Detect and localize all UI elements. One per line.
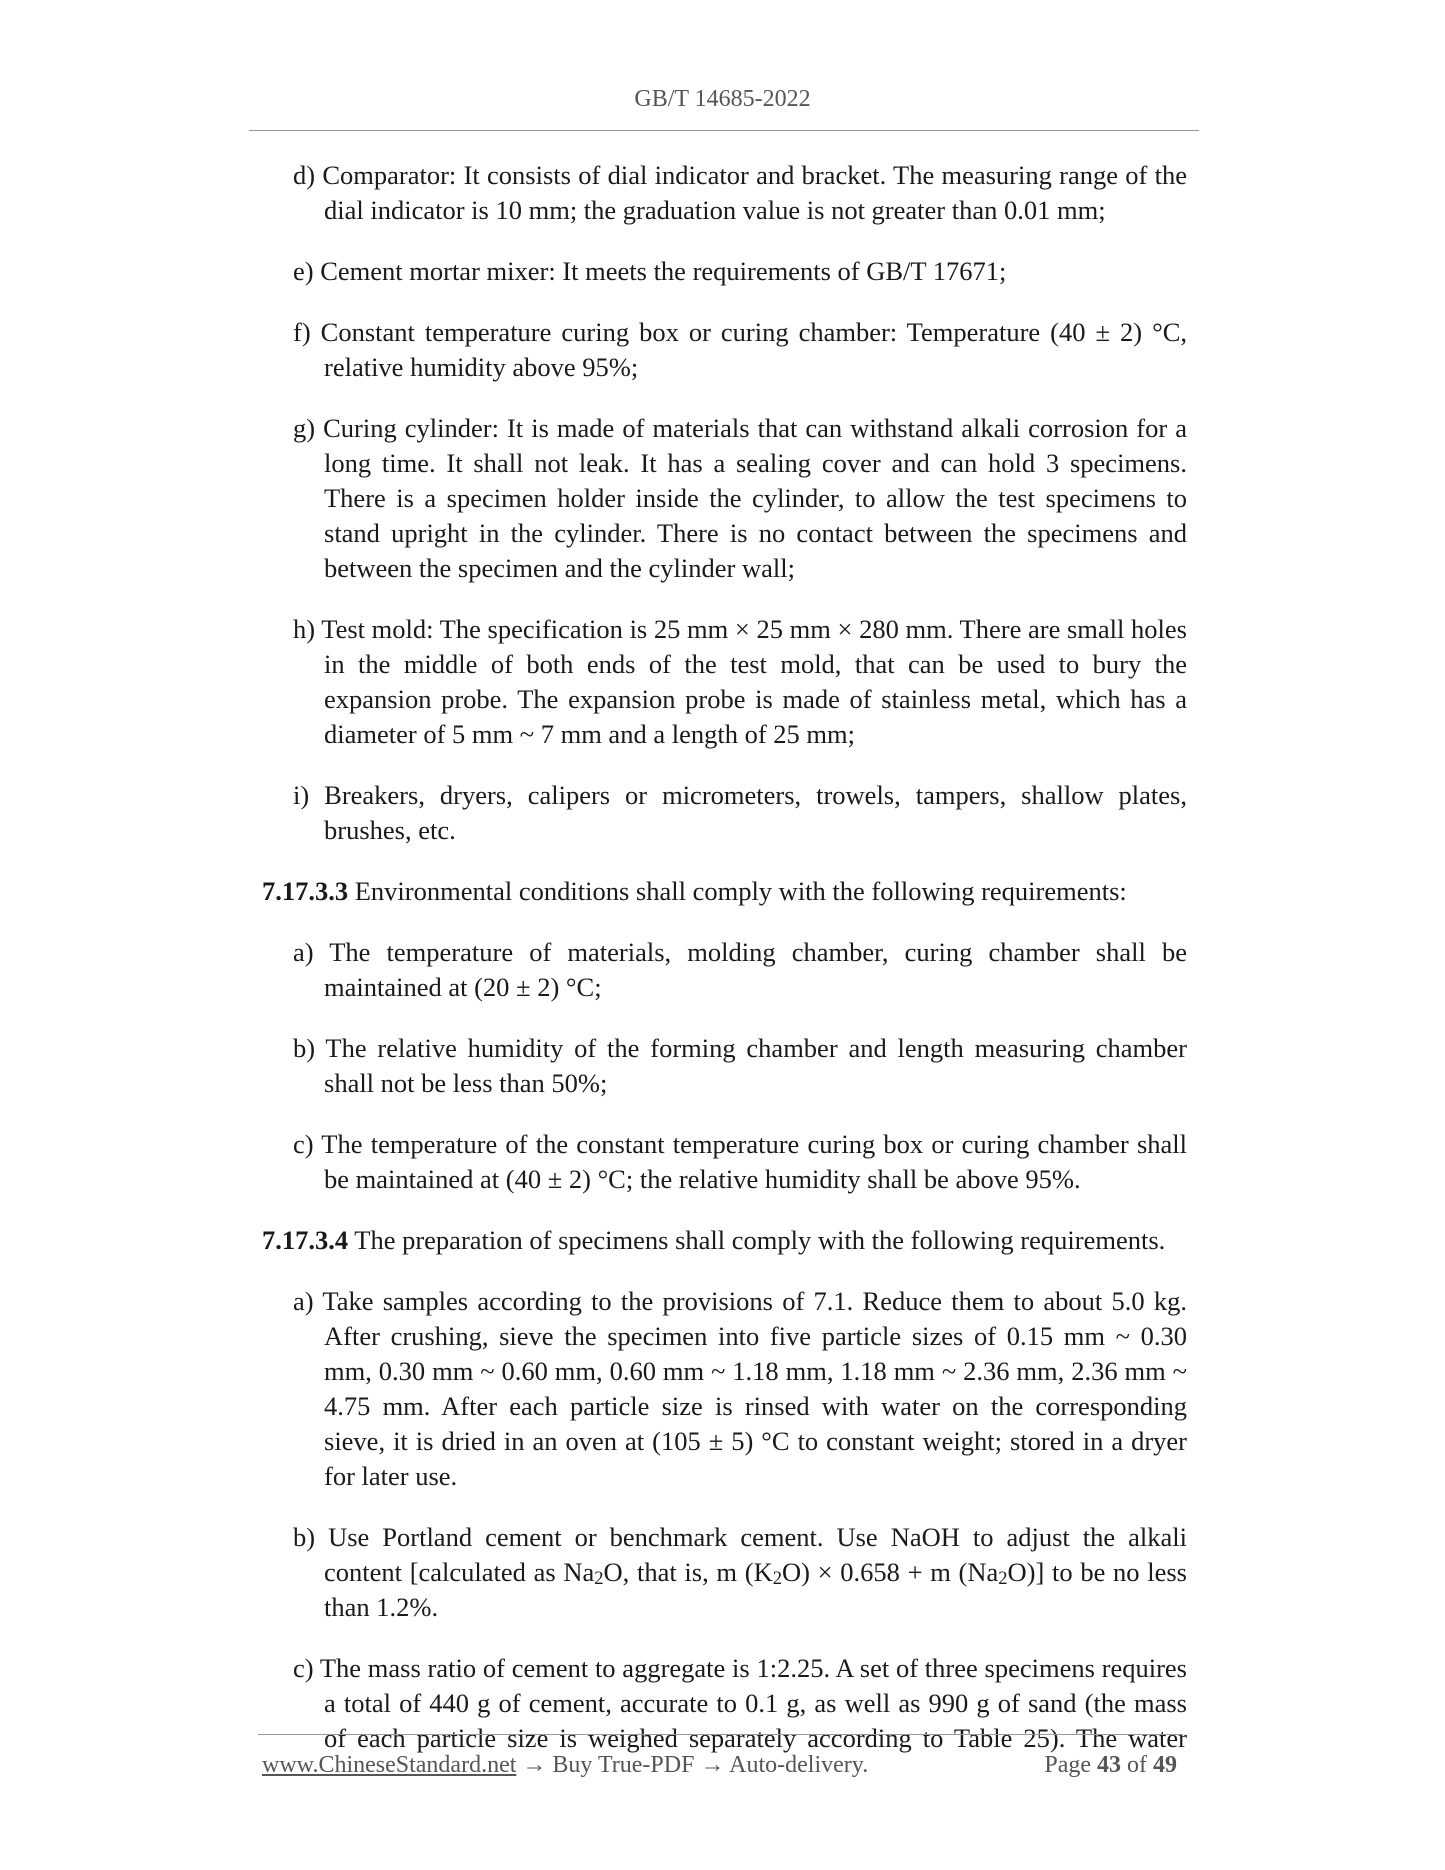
arrow-icon: → bbox=[694, 1752, 730, 1778]
list-item-f: f) Constant temperature curing box or curing chamber: Temperature (40 ± 2) °C, relative humidity above 95%; bbox=[293, 317, 1187, 382]
total-pages: 49 bbox=[1153, 1752, 1177, 1778]
website-link[interactable]: www.ChineseStandard.net bbox=[262, 1752, 517, 1778]
clause-7-17-3-3 bbox=[262, 874, 1187, 909]
page-indicator bbox=[1044, 1752, 1177, 1779]
page-number: 43 bbox=[1097, 1752, 1121, 1778]
list-item-c: c) The temperature of the constant temperature curing box or curing chamber shall be maintained at (40 ± 2) °C; the relative humidity shall be above 95%. bbox=[293, 1129, 1187, 1194]
clause-text: The preparation of specimens shall comply with the following requirements. bbox=[348, 1225, 1166, 1255]
subscript: 2 bbox=[594, 1567, 604, 1589]
page-header: GB/T 14685-2022 bbox=[634, 86, 811, 112]
list-item-a: a) Take samples according to the provisions of 7.1. Reduce them to about 5.0 kg. After crushing, sieve the specimen into five particle sizes of 0.15 mm ~ 0.30 mm, 0.30 mm ~ 0.60 mm, 0.60 mm ~ 1.18 mm, 1.18 mm ~ 2.36 mm, 2.36 mm ~ 4.75 mm. After each particle size is rinsed with water on the corresponding sieve, it is dried in an oven at (105 ± 5) °C to constant weight; stored in a dryer for later use. bbox=[293, 1286, 1187, 1491]
auto-delivery-text: Auto-delivery. bbox=[729, 1752, 869, 1778]
subscript: 2 bbox=[998, 1567, 1008, 1589]
footer-divider bbox=[258, 1734, 1183, 1735]
clause-number: 7.17.3.3 bbox=[262, 876, 349, 906]
document-body bbox=[0, 158, 1445, 1782]
arrow-icon: → bbox=[516, 1752, 553, 1778]
list-item-h: h) Test mold: The specification is 25 mm × 25 mm × 280 mm. There are small holes in the middle of both ends of the test mold, that can be used to bury the expansion probe. The expansion probe is made of stainless metal, which has a diameter of 5 mm ~ 7 mm and a length of 25 mm; bbox=[293, 614, 1187, 749]
list-item-d: d) Comparator: It consists of dial indicator and bracket. The measuring range of the dial indicator is 10 mm; the graduation value is not greater than 0.01 mm; bbox=[293, 160, 1187, 225]
text-run: b) Use Portland cement or benchmark cement. Use NaOH to adjust the alkali content [calculated as Na bbox=[293, 1522, 1187, 1587]
list-item-e: e) Cement mortar mixer: It meets the requirements of GB/T 17671; bbox=[293, 256, 1007, 286]
subscript: 2 bbox=[772, 1567, 782, 1589]
list-item-i: i) Breakers, dryers, calipers or micrometers, trowels, tampers, shallow plates, brushes, etc. bbox=[293, 780, 1187, 845]
text-run: O)] to be no less than 1.2%. bbox=[324, 1557, 1187, 1622]
clause-number: 7.17.3.4 bbox=[262, 1225, 349, 1255]
list-item-a: a) The temperature of materials, molding chamber, curing chamber shall be maintained at (20 ± 2) °C; bbox=[293, 937, 1187, 1002]
list-item-c: c) The mass ratio of cement to aggregate is 1:2.25. A set of three specimens requires a total of 440 g of cement, accurate to 0.1 g, as well as 990 g of sand (the mass of each particle size is weighed separately according to Table 25). The water bbox=[293, 1653, 1187, 1753]
list-item-b: b) The relative humidity of the forming chamber and length measuring chamber shall not be less than 50%; bbox=[293, 1033, 1187, 1098]
of-label: of bbox=[1121, 1752, 1153, 1778]
page-footer bbox=[262, 1752, 1183, 1779]
list-item-g: g) Curing cylinder: It is made of materials that can withstand alkali corrosion for a long time. It shall not leak. It has a sealing cover and can hold 3 specimens. There is a specimen holder inside the cylinder, to allow the test specimens to stand upright in the cylinder. There is no contact between the specimens and between the specimen and the cylinder wall; bbox=[293, 413, 1187, 583]
list-item-b bbox=[293, 1520, 1187, 1625]
header-divider bbox=[249, 130, 1199, 131]
text-run: O) × 0.658 + m (Na bbox=[781, 1557, 999, 1587]
clause-text: Environmental conditions shall comply with the following requirements: bbox=[348, 876, 1127, 906]
buy-pdf-text: Buy True-PDF bbox=[552, 1752, 695, 1778]
text-run: O, that is, m (K bbox=[603, 1557, 773, 1587]
page-label: Page bbox=[1044, 1752, 1097, 1778]
clause-7-17-3-4 bbox=[262, 1223, 1187, 1258]
